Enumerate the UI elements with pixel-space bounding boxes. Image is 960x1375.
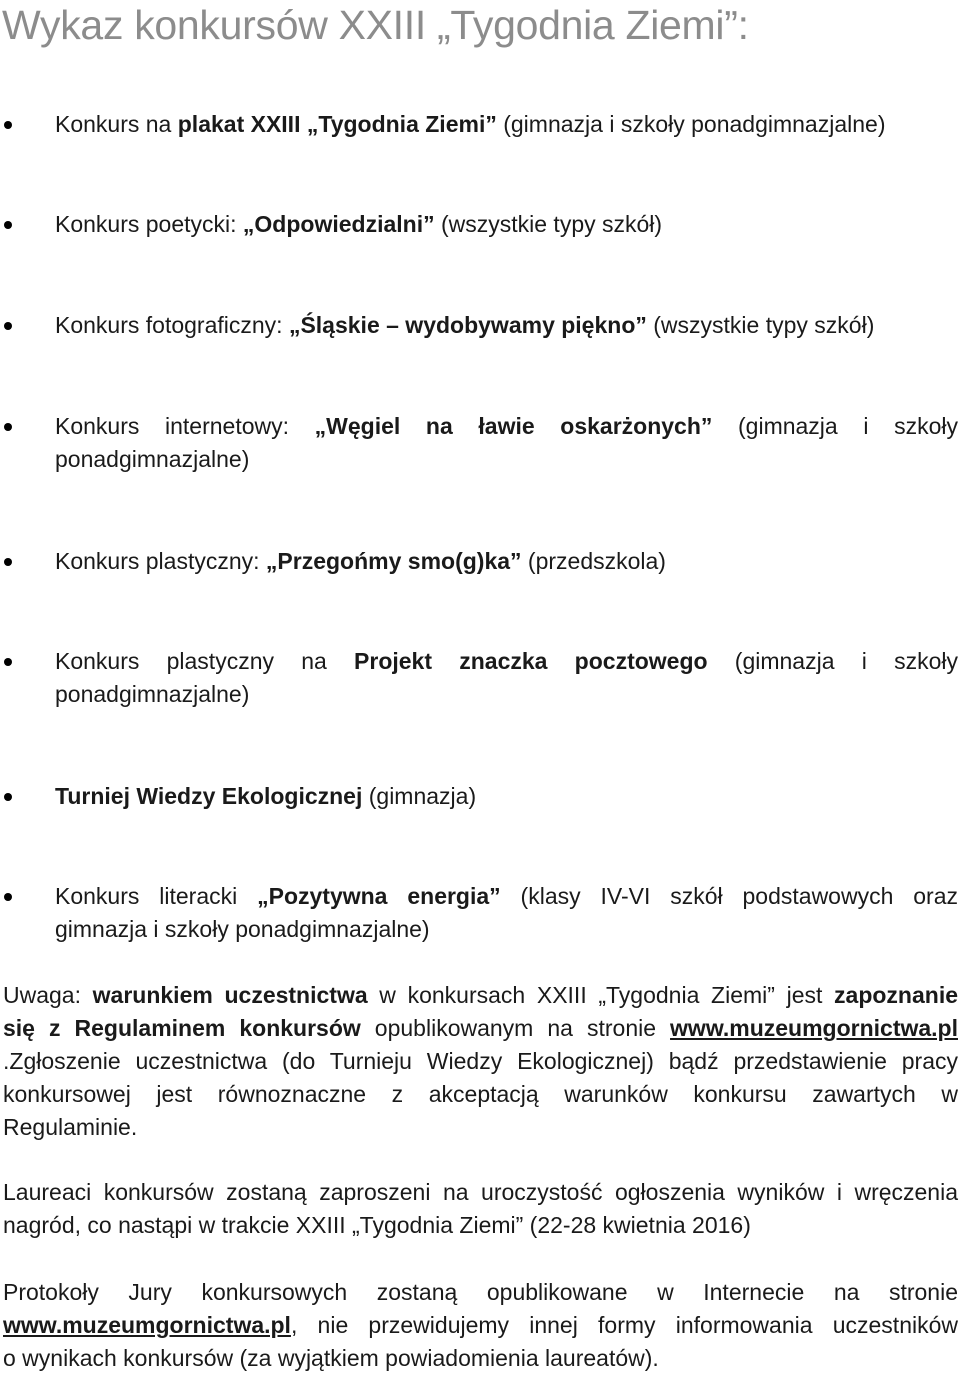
bullet-icon <box>4 658 12 666</box>
item-line <box>55 880 958 913</box>
list-item <box>0 208 958 241</box>
item-title: „Odpowiedzialni” <box>242 211 435 237</box>
item-text: Konkurs literacki <box>55 883 258 909</box>
list-item <box>0 108 958 141</box>
item-title: Projekt znaczka pocztowego <box>354 648 708 674</box>
museum-link[interactable]: www.muzeumgornictwa.pl <box>670 1015 958 1041</box>
item-audience: (przedszkola) <box>521 548 666 574</box>
bullet-icon <box>4 423 12 431</box>
note-line: .Zgłoszenie uczestnictwa (do Turnieju Wiedzy Ekologicznej) bądź przedstawienie pracy <box>3 1048 958 1074</box>
item-title: Turniej Wiedzy Ekologicznej <box>55 783 363 809</box>
item-audience: (gimnazja) <box>362 783 477 809</box>
bullet-icon <box>4 121 12 129</box>
laureates-paragraph <box>3 1176 958 1242</box>
note-line: konkursowej jest równoznaczne z akceptacją warunków konkursu zawartych w <box>3 1081 958 1107</box>
item-title: „Śląskie – wydobywamy piękno” <box>288 312 647 338</box>
item-continuation: ponadgimnazjalne) <box>55 446 250 472</box>
item-audience: (wszystkie typy szkół) <box>434 211 663 237</box>
list-item <box>0 309 958 342</box>
note-line: się z Regulaminem konkursów opublikowanym na stronie www.muzeumgornictwa.pl <box>3 1015 958 1041</box>
list-item <box>0 545 958 578</box>
item-audience: (klasy IV-VI szkół podstawowych oraz <box>500 883 958 909</box>
item-continuation: ponadgimnazjalne) <box>55 681 250 707</box>
item-title: plakat XXIII „Tygodnia Ziemi” <box>177 111 497 137</box>
item-continuation: gimnazja i szkoły ponadgimnazjalne) <box>55 916 430 942</box>
item-text: Konkurs na <box>55 111 178 137</box>
bullet-icon <box>4 221 12 229</box>
list-item <box>0 645 958 678</box>
note-paragraph <box>3 979 958 1144</box>
laureates-line: Laureaci konkursów zostaną zaproszeni na uroczystość ogłoszenia wyników i wręczenia <box>3 1179 958 1205</box>
item-line <box>55 645 958 678</box>
item-title: „Pozytywna energia” <box>257 883 501 909</box>
museum-link[interactable]: www.muzeumgornictwa.pl <box>3 1312 291 1338</box>
item-text: Konkurs poetycki: <box>55 211 243 237</box>
bullet-icon <box>4 893 12 901</box>
bullet-icon <box>4 322 12 330</box>
laureates-line: nagród, co nastąpi w trakcie XXIII „Tygodnia Ziemi” (22-28 kwietnia 2016) <box>3 1212 751 1238</box>
item-audience: (gimnazja i szkoły <box>712 413 958 439</box>
item-text: Konkurs plastyczny na <box>55 648 355 674</box>
item-title: „Węgiel na ławie oskarżonych” <box>314 413 713 439</box>
list-item <box>0 410 958 443</box>
bullet-icon <box>4 793 12 801</box>
note-line: Regulaminie. <box>3 1114 138 1140</box>
item-title: „Przegońmy smo(g)ka” <box>265 548 522 574</box>
note-line: Uwaga: warunkiem uczestnictwa w konkursach XXIII „Tygodnia Ziemi” jest zapoznanie <box>3 982 959 1008</box>
protocols-line: www.muzeumgornictwa.pl, nie przewidujemy innej formy informowania uczestników <box>3 1312 958 1338</box>
item-audience: (gimnazja i szkoły ponadgimnazjalne) <box>496 111 886 137</box>
bullet-icon <box>4 558 12 566</box>
item-text: Konkurs plastyczny: <box>55 548 266 574</box>
item-audience: (wszystkie typy szkół) <box>646 312 875 338</box>
protocols-paragraph <box>3 1276 958 1375</box>
page-title: Wykaz konkursów XXIII „Tygodnia Ziemi”: <box>2 2 749 48</box>
list-item <box>0 880 958 913</box>
item-line <box>55 410 958 443</box>
protocols-line: o wynikach konkursów (za wyjątkiem powiadomienia laureatów). <box>3 1345 659 1371</box>
item-audience: (gimnazja i szkoły <box>707 648 958 674</box>
item-text: Konkurs internetowy: <box>55 413 315 439</box>
protocols-line: Protokoły Jury konkursowych zostaną opublikowane w Internecie na stronie <box>3 1279 958 1305</box>
item-text: Konkurs fotograficzny: <box>55 312 289 338</box>
list-item <box>0 780 958 813</box>
